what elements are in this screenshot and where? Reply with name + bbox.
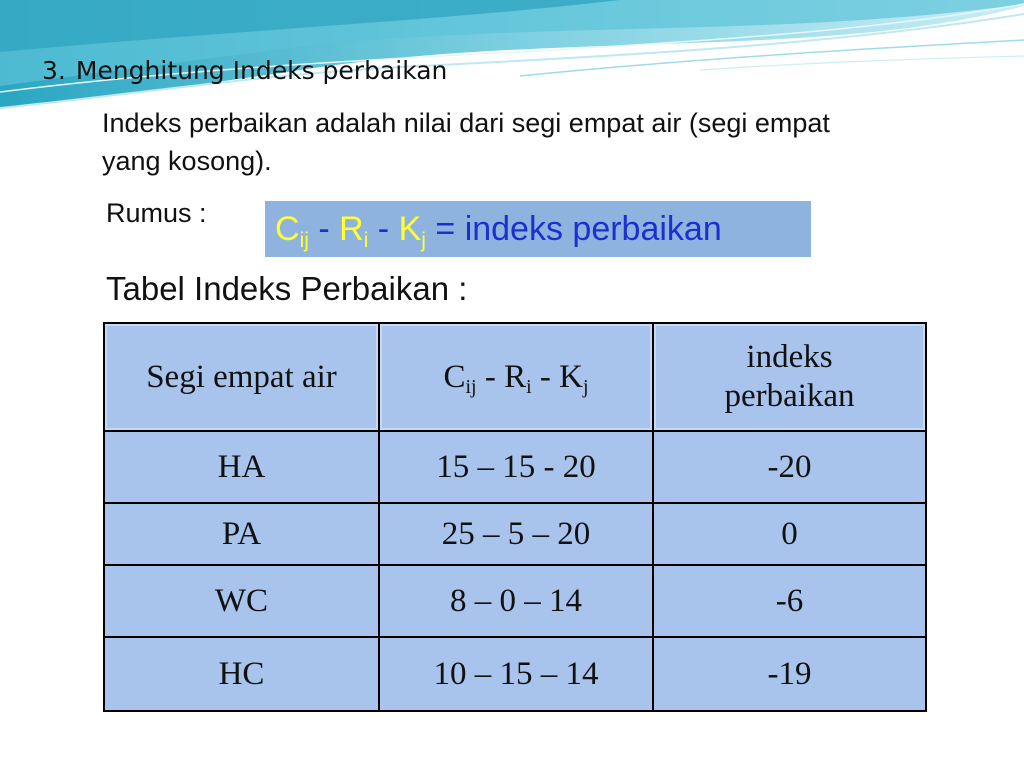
description-paragraph: Indeks perbaikan adalah nilai dari segi empat air (segi empat yang kosong). [102, 108, 830, 176]
table-row [104, 431, 926, 503]
table-row [104, 565, 926, 637]
formula-equals: = [425, 210, 465, 248]
formula-result: indeks perbaikan [464, 210, 722, 248]
cell-calc: 15 – 15 - 20 [379, 431, 653, 503]
cell-calc: 10 – 15 – 14 [379, 637, 653, 711]
header-indeks-perbaikan: indeks perbaikan [653, 323, 926, 431]
formula-r: $R_i$ [339, 210, 369, 252]
cell-value: 0 [653, 503, 926, 565]
table-header-row [104, 323, 926, 431]
formula-box [265, 201, 811, 257]
cell-calc: 25 – 5 – 20 [379, 503, 653, 565]
improvement-index-table [103, 322, 927, 712]
header-segi-empat-air: Segi empat air [104, 323, 379, 431]
cell-name: WC [104, 565, 379, 637]
formula-c: $C_{ij}$ [275, 210, 309, 252]
cell-value: -20 [653, 431, 926, 503]
section-heading [42, 56, 447, 85]
section-title: Menghitung Indeks perbaikan [75, 56, 448, 85]
header-formula: $C_{ij} - R_i - K_j$ [379, 323, 653, 431]
decorative-wave-header [0, 0, 1024, 110]
formula-minus-1: - [308, 210, 340, 248]
rumus-label: Rumus : [106, 198, 207, 228]
table-title: Tabel Indeks Perbaikan : [106, 270, 468, 307]
cell-name: PA [104, 503, 379, 565]
table-row [104, 637, 926, 711]
cell-name: HC [104, 637, 379, 711]
section-number: 3. [42, 56, 66, 85]
cell-calc: 8 – 0 – 14 [379, 565, 653, 637]
formula-k: $K_j$ [398, 210, 426, 252]
cell-name: HA [104, 431, 379, 503]
cell-value: -19 [653, 637, 926, 711]
table-row [104, 503, 926, 565]
formula-minus-2: - [368, 210, 399, 248]
cell-value: -6 [653, 565, 926, 637]
